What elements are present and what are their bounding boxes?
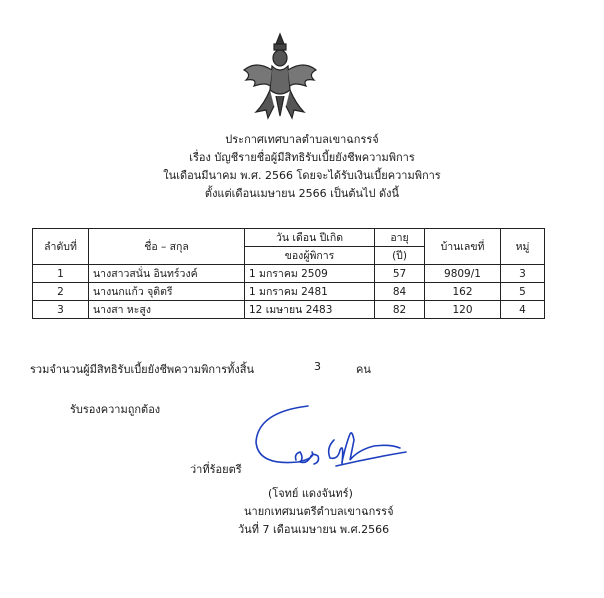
cell-birth: 12 เมษายน 2483 bbox=[245, 301, 375, 319]
cell-no: 1 bbox=[33, 265, 89, 283]
cell-moo: 5 bbox=[501, 283, 545, 301]
header-line-2: เรื่อง บัญชีรายชื่อผู้มีสิทธิรับเบี้ยยังชีพความพิการ bbox=[189, 151, 415, 164]
header-house: บ้านเลขที่ bbox=[425, 229, 501, 265]
cell-house: 162 bbox=[425, 283, 501, 301]
header-line-3: ในเดือนมีนาคม พ.ศ. 2566 โดยจะได้รับเงินเบี้ยความพิการ bbox=[163, 169, 441, 182]
cell-birth: 1 มกราคม 2509 bbox=[245, 265, 375, 283]
header-birth-top: วัน เดือน ปีเกิด bbox=[245, 229, 375, 247]
cell-age: 82 bbox=[375, 301, 425, 319]
table-row bbox=[33, 283, 545, 301]
header-age-top: อายุ bbox=[375, 229, 425, 247]
table-row bbox=[33, 265, 545, 283]
garuda-emblem-icon bbox=[238, 30, 322, 122]
header-no: ลำดับที่ bbox=[33, 229, 89, 265]
cell-birth: 1 มกราคม 2481 bbox=[245, 283, 375, 301]
cell-age: 57 bbox=[375, 265, 425, 283]
cell-name: นางสาวสนั่น อินทร์วงค์ bbox=[89, 265, 245, 283]
header-age-bottom: (ปี) bbox=[375, 247, 425, 265]
total-unit: คน bbox=[356, 363, 371, 376]
cell-moo: 3 bbox=[501, 265, 545, 283]
total-count: 3 bbox=[314, 360, 321, 373]
certify-text: รับรองความถูกต้อง bbox=[70, 403, 161, 416]
header-birth-bottom: ของผู้พิการ bbox=[245, 247, 375, 265]
cell-moo: 4 bbox=[501, 301, 545, 319]
rank-title: ว่าที่ร้อยตรี bbox=[190, 463, 242, 476]
header-name: ชื่อ – สกุล bbox=[89, 229, 245, 265]
cell-house: 9809/1 bbox=[425, 265, 501, 283]
cell-name: นางนกแก้ว จุติตรี bbox=[89, 283, 245, 301]
cell-age: 84 bbox=[375, 283, 425, 301]
table-row bbox=[33, 301, 545, 319]
signature-date: วันที่ 7 เดือนเมษายน พ.ศ.2566 bbox=[238, 523, 390, 536]
cell-no: 3 bbox=[33, 301, 89, 319]
cell-name: นางสา หะสูง bbox=[89, 301, 245, 319]
handwritten-signature bbox=[250, 400, 410, 478]
header-line-1: ประกาศเทศบาลตำบลเขาฉกรรจ์ bbox=[225, 133, 379, 146]
cell-house: 120 bbox=[425, 301, 501, 319]
signatory-title: นายกเทศมนตรีตำบลเขาฉกรรจ์ bbox=[244, 505, 394, 518]
total-label: รวมจำนวนผู้มีสิทธิรับเบี้ยยังชีพความพิการทั้งสิ้น bbox=[30, 363, 254, 376]
beneficiary-table bbox=[32, 228, 545, 319]
header-moo: หมู่ bbox=[501, 229, 545, 265]
signatory-name: (โจทย์ แดงจันทร์) bbox=[268, 487, 353, 500]
cell-no: 2 bbox=[33, 283, 89, 301]
header-line-4: ตั้งแต่เดือนเมษายน 2566 เป็นต้นไป ดังนี้ bbox=[204, 187, 400, 200]
